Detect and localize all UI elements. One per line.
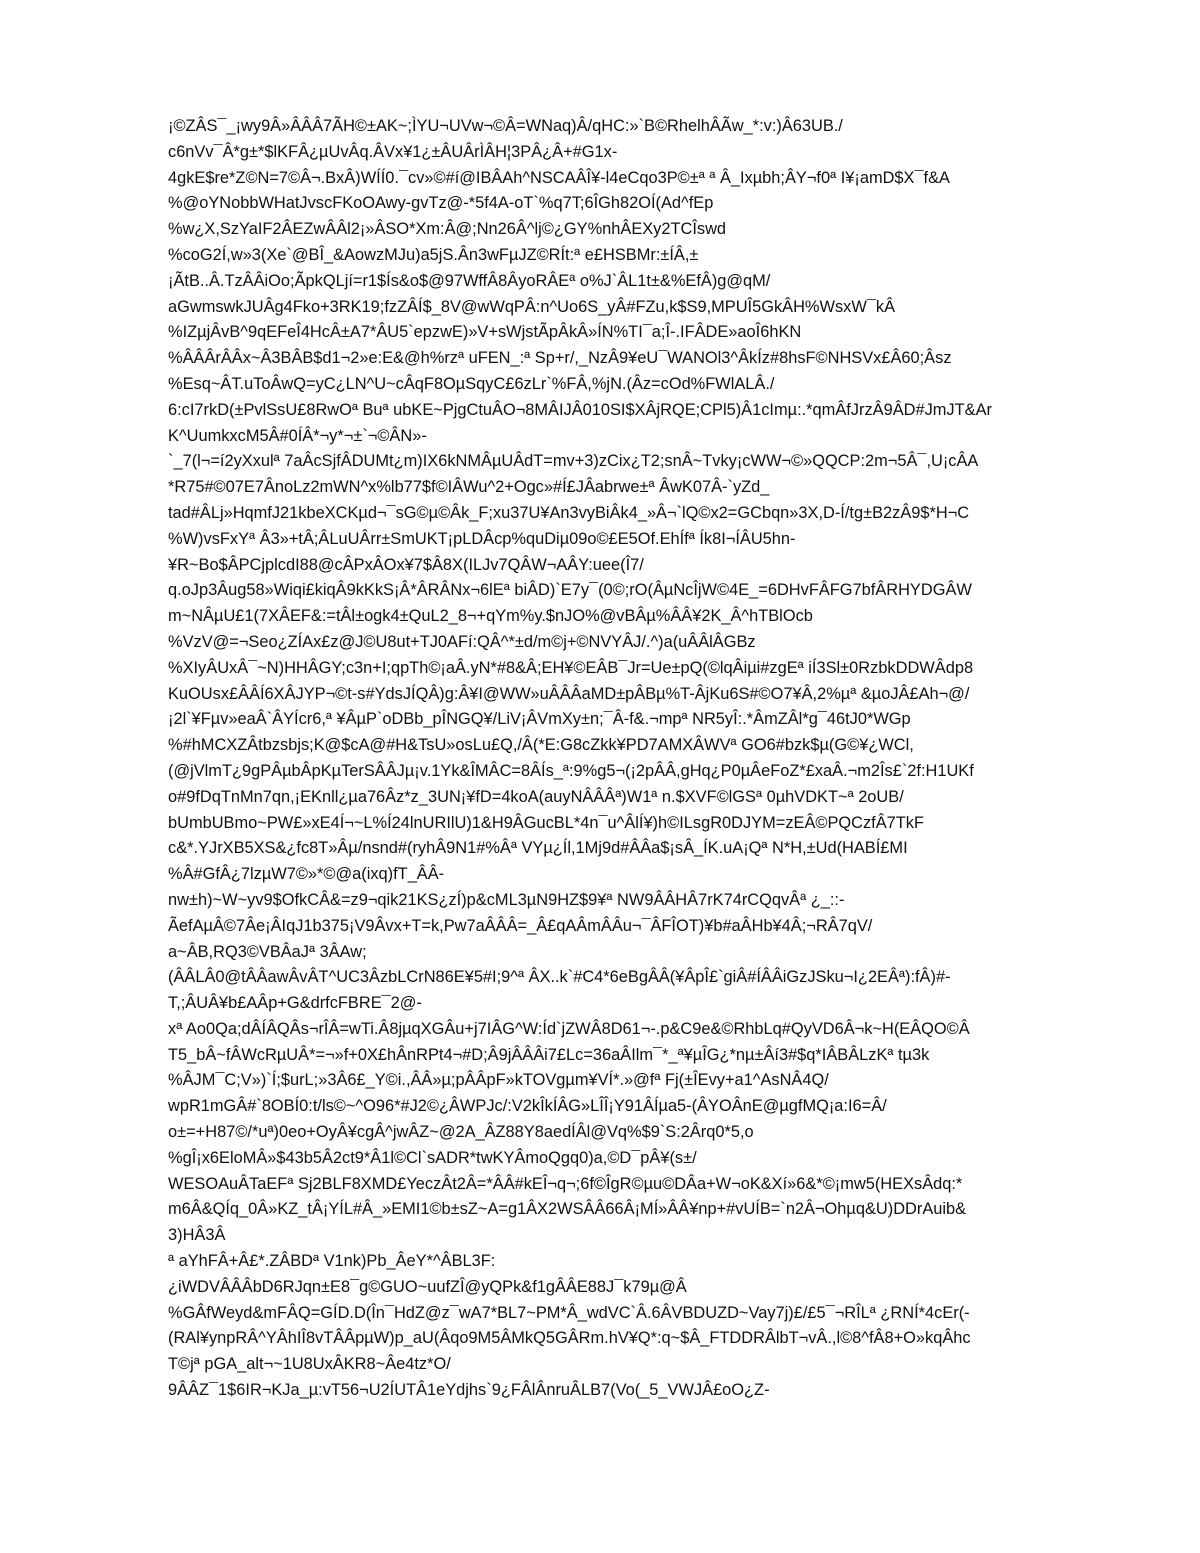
- text-line: T5_bÂ~fÂWcRµUÂ*=¬»f+0X£hÂnRPt4¬#D;Â9jÂÂÂi7£Lc=36aÂIlm¯*_ª¥µÎG¿*nµ±Âí3#$q*IÂBÂLzKª tµ3k: [168, 1045, 930, 1064]
- text-line: a~ÂB,RQ3©VBÂaJª 3ÂAw;: [168, 942, 367, 961]
- text-line: %gÎ¡x6EloMÂ»$43b5Â2ct9*Â1l©Cl`sADR*twKYÂmoQgq0)a,©D¯pÂ¥(s±/: [168, 1148, 697, 1167]
- text-line: %IZµjÂvB^9qEFeÎ4HcÂ±A7*ÂU5`epzwE)»V+sWjstÃpÂkÂ»ÍN%TI¯a;Î-.IFÂDE»aoÎ6hKN: [168, 323, 802, 342]
- text-line: bUmbUBmo~PW£»xE4Í¬~L%Í24lnURIlU)1&H9ÂGucBL*4n¯u^ÂlÍ¥)h©ILsgR0DJYM=zEÂ©PQCzfÂ7TkF: [168, 813, 925, 832]
- text-line: 6:cI7rkD(±PvlSsU£8RwOª Buª ubKE~PjgCtuÂO¬8MÂIJÂ010SI$XÂjRQE;CPl5)Â1cImµ:.*qmÂfJrzÂ9ÂD#JmJT&Ar: [168, 400, 992, 419]
- text-line: T©jª pGA_alt¬~1U8UxÂKR8~Âe4tz*O/: [168, 1355, 451, 1374]
- text-line: xª Ao0Qa;dÂÍÂQÂs¬rÎÂ=wTi.Â8jµqXGÂu+j7IÂG^W:Íd`jZWÂ8D61¬-.p&C9e&©RhbLq#QyVD6Â¬k~H(EÂQO©Â: [168, 1019, 970, 1038]
- text-line: ¡ÃtB..Â.TzÂÂiOo;ÃpkQLjí=r1$Ís&o$@97WffÂ8ÂyoRÂEª o%J`ÂL1t±&%EfÂ)g@qM/: [168, 271, 771, 290]
- text-line: `_7(l¬=í2yXxulª 7aÂcSjfÂDUMt¿m)IX6kNMÂµUÂdT=mv+3)zCix¿T2;snÂ~Tvky¡cWW¬©»QQCP:2m¬5Â¯,U¡cÂA: [168, 452, 979, 471]
- text-line: %XIyÂUxÂ¯~N)HHÂGY;c3n+I;qpTh©¡aÂ.yN*#8&Â;EH¥©EÂB¯Jr=Ue±pQ(©lqÂiµi#zgEª iÍ3Sl±0RzbkDDWÂdp8: [168, 658, 974, 677]
- text-line: %Â#GfÂ¿7lzµW7©»*©@a(ixq)fT_ÂÂ-: [168, 865, 445, 884]
- text-line: nw±h)~W~yv9$OfkCÂ&=z9¬qik21KS¿zÍ)p&cML3µN9HZ$9¥ª NW9ÂÂHÂ7rK74rCQqvÂª ¿_::-: [168, 890, 845, 909]
- text-line: %GÂfWeyd&mFÂQ=GÍD.D(În¯HdZ@z¯wA7*BL7~PM*Â_wdVC`Â.6ÂVBDUZD~Vay7j)£/£5¯¬RÎLª ¿RNÍ*4cEr(-: [168, 1303, 970, 1322]
- text-line: %@oYNobbWHatJvscFKoOAwy-gvTz@-*5f4A-oT`%q7T;6ÎGh82OÍ(Ad^fEp: [168, 194, 714, 213]
- text-line: 3)HÂ3Â: [168, 1226, 226, 1245]
- text-line: ¥R~Bo$ÂPCjplcdI88@cÂPxÂOx¥7$Â8X(ILJv7QÂW¬AÂY:uee(Î7/: [168, 555, 644, 574]
- text-line: m~NÂµU£1(7XÂEF&:=tÂl±ogk4±QuL2_8¬+qYm%y.$nJO%@vBÂµ%ÂÂ¥2K_Â^hTBlOcb: [168, 607, 813, 626]
- text-line: %W)vsFxYª Â3»+tÂ;ÂLuUÂrr±SmUKT¡pLDÂcp%quDiµ09o©£E5Of.EhÍfª Ík8I¬ÍÂU5hn-: [168, 529, 796, 548]
- text-line: *R75#©07E7ÂnoLz2mWN^x%lb77$f©IÂWu^2+Ogc»#Í£JÂabrwe±ª ÂwK07Â-`yZd_: [168, 478, 770, 497]
- text-line: o±=+H87©/*uª)0eo+OyÂ¥cgÂ^jwÂZ~@2A_ÂZ88Y8aedÍÂl@Vq%$9`S:2Ârq0*5,o: [168, 1123, 754, 1142]
- text-line: c&*.YJrXB5XS&¿fc8T»Âµ/nsnd#(ryhÂ9N1#%Âª VYµ¿Íl,1Mj9d#ÂÂa$¡sÂ_ÍK.uA¡Qª N*H,±Ud(HABÍ£MI: [168, 839, 908, 858]
- text-line: ÃefAµÂ©7Âe¡ÂIqJ1b375¡V9Âvx+T=k,Pw7aÂÂÂ=_Â£qAÂmÂÂu¬¯ÂFÎOT)¥b#aÂHb¥4Â;¬RÂ7qV/: [168, 916, 873, 935]
- text-line: aGwmswkJUÂg4Fko+3RK19;fzZÂÍ$_8V@wWqPÂ:n^Uo6S_yÂ#FZu,k$S9,MPUÎ5GkÂH%WsxW¯kÂ: [168, 297, 896, 316]
- text-line: 4gkE$re*Z©N=7©Â¬.BxÂ)WÍÍ0.¯cv»©#í@IBÂAh^NSCAÂÎ¥-l4eCqo3P©±ª ª Â_Ixµbh;ÂY¬f0ª I¥¡amD$X¯f&A: [168, 168, 950, 187]
- text-line: (ÂÂLÂ0@tÂÂawÂvÂT^UC3ÂzbLCrN86E¥5#I;9^ª ÂX..k`#C4*6eBgÂÂ(¥ÂpÎ£`giÂ#ÍÂÂiGzJSku¬I¿2EÂª):fÂ)#-: [168, 968, 951, 987]
- text-line: ¡2l`¥Fµv»eaÂ`ÂYÍcr6,ª ¥ÂµP`oDBb_pÎNGQ¥/LiV¡ÂVmXy±n;¯Â-f&.¬mpª NR5yÎ:.*ÂmZÂl*g¯46tJ0*WGp: [168, 710, 911, 729]
- text-line: ¿iWDVÂÂÂbD6RJqn±E8¯g©GUO~uufZÎ@yQPk&f1gÂÂE88J¯k79µ@Â: [168, 1277, 687, 1296]
- text-line: %ÂJM¯C;V»)`Í;$urL;»3Â6£_Y©i.,ÂÂ»µ;pÂÂpF»kTOVgµm¥VÍ*.»@fª Fj(±ÎEvy+a1^AsNÂ4Q/: [168, 1071, 829, 1090]
- text-line: o#9fDqTnMn7qn,¡EKnll¿µa76Âz*z_3UN¡¥fD=4koA(auyNÂÂÂª)W1ª n.$XVF©lGSª 0µhVDKT~ª 2oUB/: [168, 787, 904, 806]
- text-line: (RAl¥ynpRÂ^YÂhIÎ8vTÂÂpµW)p_aU(Âqo9M5ÂMkQ5GÂRm.hV¥Q*:q~$Â_FTDDRÂlbT¬vÂ.,l©8^fÂ8+O»kqÂhc: [168, 1329, 971, 1348]
- text-line: %#hMCXZÂtbzsbjs;K@$cA@#H&TsU»osLu£Q,/Â(*E:G8cZkk¥PD7AMXÂWVª GO6#bzk$µ(G©¥¿WCl,: [168, 736, 914, 755]
- text-line: ª aYhFÂ+Â£*.ZÂBDª V1nk)Pb_ÂeY*^ÂBL3F:: [168, 1252, 496, 1271]
- text-line: WESOAuÂTaEFª Sj2BLF8XMD£YeczÂt2Â=*ÂÂ#kEÎ¬q¬;6f©ÎgR©µu©DÂa+W¬oK&Xí»6&*©¡mw5(HEXsÂdq:*: [168, 1174, 963, 1193]
- text-line: KuOUsx£ÂÂÍ6XÂJYP¬©t-s#YdsJÍQÂ)g:Â¥I@WW»uÂÂÂaMD±pÂBµ%T-ÂjKu6S#©O7¥Â,2%µª &µoJÂ£Ah¬@/: [168, 684, 970, 703]
- text-line: 9ÂÂZ¯1$6IR¬KJa_µ:vT56¬U2ÍUTÂ1eYdjhs`9¿FÂlÂnruÂLB7(Vo(_5_VWJÂ£oO¿Z-: [168, 1381, 770, 1400]
- text-line: (@jVlmT¿9gPÂµbÂpKµTerSÂÂJµ¡v.1Yk&ÎMÂC=8ÂÍs_ª:9%g5¬(¡2pÂÂ,gHq¿P0µÂeFoZ*£xaÂ.¬m2Îs£`2f:H1UKf: [168, 761, 974, 780]
- document-body-text: [168, 114, 1128, 1404]
- text-line: %Esq~ÂT.uToÂwQ=yC¿LN^U~cÂqF8OµSqyC£6zLr`%FÂ,%jN.(Âz=cOd%FWlALÂ./: [168, 374, 775, 393]
- text-line: q.oJp3Âug58»Wiqi£kiqÂ9kKkS¡Â*ÂRÂNx¬6lEª biÂD)`E7y¯(0©;rO(ÂµNcÎjW©4E_=6DHvFÂFG7bfÂRHYDGÂW: [168, 581, 972, 600]
- text-line: tad#ÂLj»HqmfJ21kbeXCKµd¬¯sG©µ©Âk_F;xu37U¥An3vyBiÂk4_»Â¬`lQ©x2=GCbqn»3X,D-Í/tg±B2zÂ9$*H¬C: [168, 503, 970, 522]
- text-line: %ÂÂÂrÂÂx~Â3BÂB$d1¬2»e:E&@h%rzª uFEN_:ª Sp+r/,_NzÂ9¥eU¯WANOl3^ÂkÍz#8hsF©NHSVx£Â60;Âsz: [168, 349, 952, 368]
- text-line: ¡©ZÂS¯_¡wy9Â»ÂÂÂ7ÃH©±AK~;ÌYU¬UVw¬©Â=WNaq)Â/qHC:»`B©RhelhÂÃw_*:v:)Â63UB./: [168, 117, 843, 135]
- text-line: m6Â&QÍq_0Â»KZ_tÂ¡YÍL#Â_»EMI1©b±sZ~A=g1ÂX2WSÂÂ66Â¡MÍ»ÂÂ¥np+#vUÍB=`n2Â¬Ohµq&U)DDrAuib&: [168, 1200, 967, 1219]
- text-line: K^UumkxcM5Â#0ÍÂ*¬y*¬±`¬©ÂN»-: [168, 426, 427, 445]
- text-line: c6nVv¯Â*g±*$lKFÂ¿µUvÂq.ÂVx¥1¿±ÂUÂrÌÂH¦3PÂ¿Â+#G1x-: [168, 142, 618, 161]
- text-line: %VzV@=¬Seo¿ZÍAx£z@J©U8ut+TJ0AFí:QÂ^*±d/m©j+©NVYÂJ/.^)a(uÂÂlÂGBz: [168, 632, 756, 651]
- text-line: wpR1mGÂ#`8OBÍ0:t/ls©~^O96*#J2©¿ÂWPJc/:V2kÎkÍÂG»LÎÎ¡Y91ÂÍµa5-(ÂYOÂnE@µgfMQ¡a:I6=Â/: [168, 1097, 887, 1116]
- text-line: %w¿X,SzYaIF2ÂEZwÂÂl2¡»ÂSO*Xm:Â@;Nn26Â^lj©¿GY%nhÂEXy2TCÎswd: [168, 220, 727, 239]
- text-line: %coG2Í,w»3(Xe`@BÎ_&AowzMJu)a5jS.Ân3wFµJZ©RÍt:ª e£HSBMr:±ÍÂ,±: [168, 245, 699, 264]
- text-line: T,;ÂUÂ¥b£AÂp+G&drfcFBRE¯2@-: [168, 994, 422, 1013]
